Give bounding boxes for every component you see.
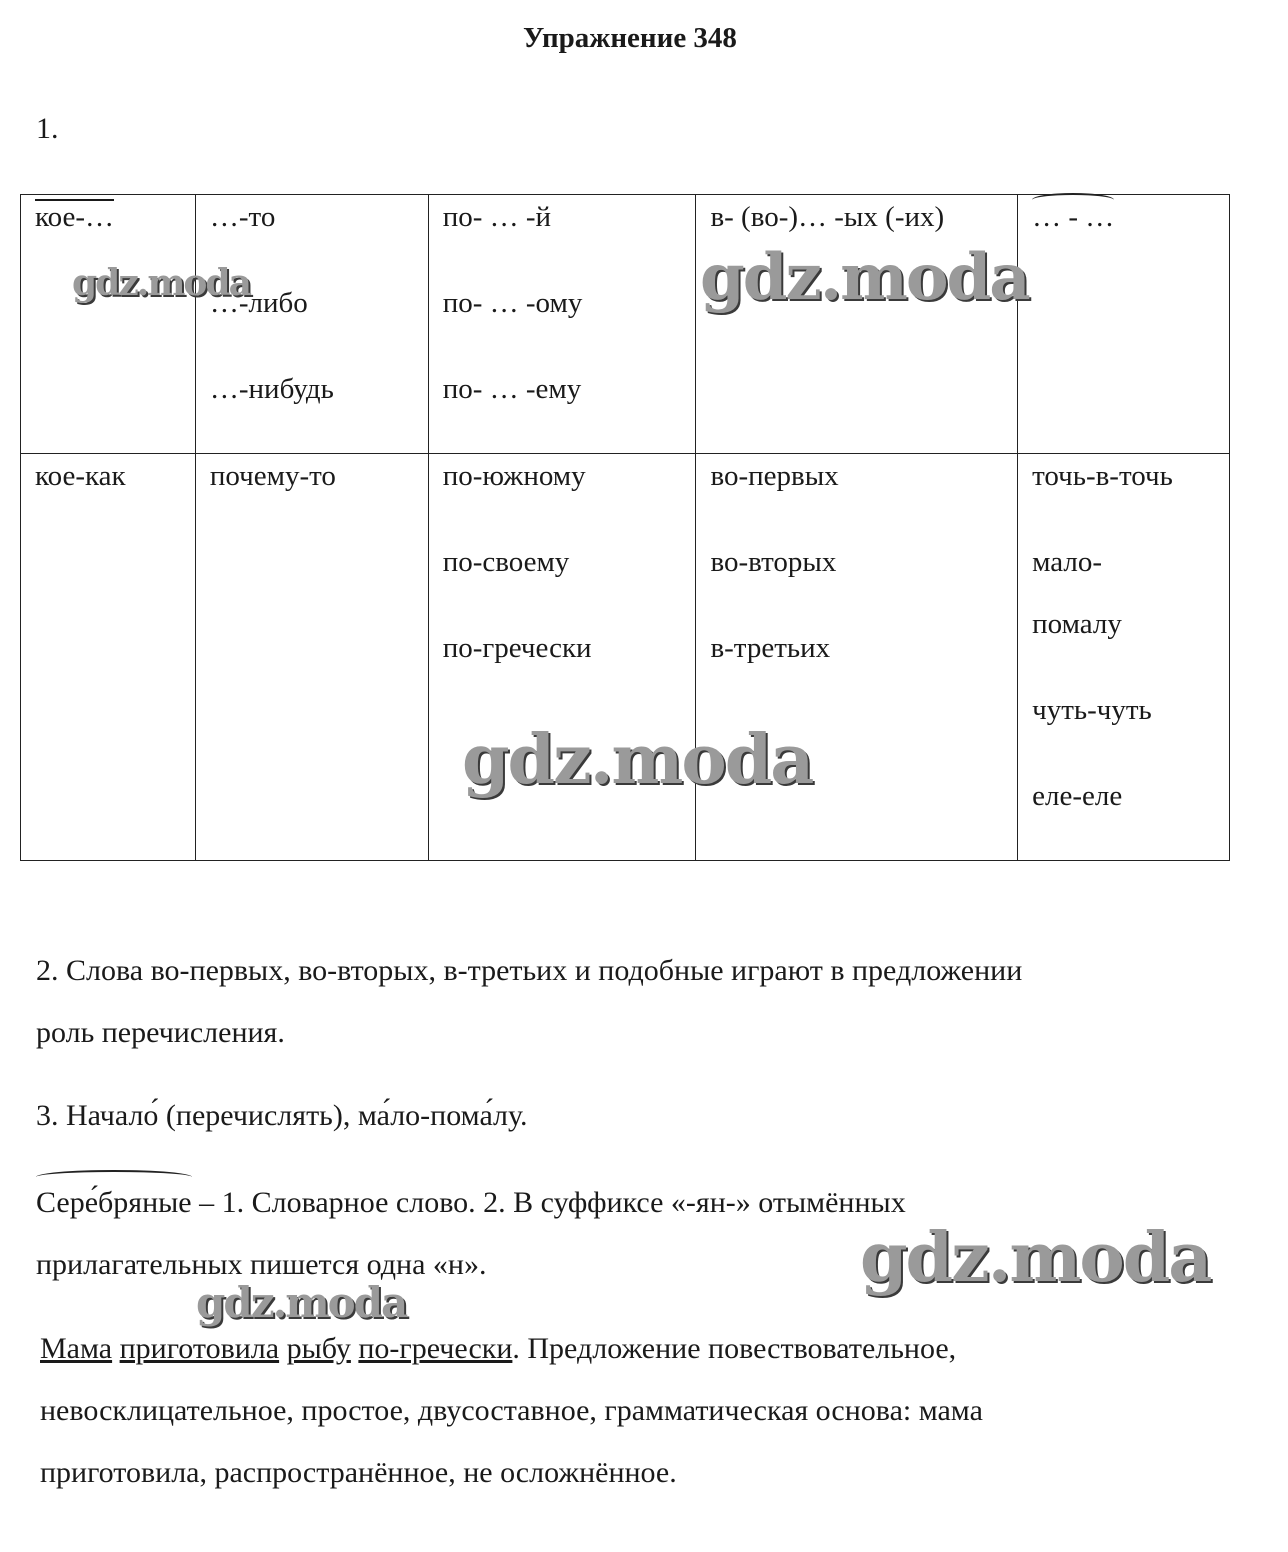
predicate: приготовила: [119, 1332, 280, 1365]
example-word: во-первых: [710, 460, 839, 492]
analysis-text: – 1. Словарное слово. 2. В суффиксе «-ян-» отымённых: [191, 1186, 906, 1219]
example-word: во-вторых: [710, 546, 837, 578]
example-word: по-гречески: [442, 632, 592, 664]
example-word: кое-как: [35, 460, 126, 492]
table-cell: [428, 195, 696, 454]
example-word: по-своему: [442, 546, 570, 578]
adverbial: по-гречески: [358, 1332, 513, 1365]
watermark: gdz.moda: [700, 240, 1029, 315]
example-word: помалу: [1032, 608, 1122, 640]
watermark: gdz.moda: [860, 1218, 1211, 1298]
pattern: в- (во-)… -ых (-их): [710, 201, 945, 233]
watermark: gdz.moda: [462, 720, 813, 800]
table-cell: [1018, 454, 1230, 861]
example-word: еле-еле: [1032, 780, 1123, 812]
pattern: …-нибудь: [209, 373, 334, 405]
analysis-text: прилагательных пишется одна «н».: [36, 1248, 487, 1281]
pattern: … - …: [1032, 195, 1114, 239]
answer-3: 3. Начало́ (перечислять), ма́ло-пома́лу.: [36, 1099, 528, 1132]
answer-2-line: 2. Слова во-первых, во-вторых, в-третьих и подобные играют в предложении: [36, 954, 1023, 987]
pattern: по- … -ему: [442, 373, 582, 405]
answer-2: [36, 940, 1236, 1064]
analysis-text: приготовила, распространённое, не осложнённое.: [40, 1456, 677, 1489]
page-title: Упражнение 348: [523, 22, 737, 54]
analysis-text: . Предложение повествовательное,: [512, 1332, 957, 1365]
answer-2-line: роль перечисления.: [36, 1016, 285, 1049]
analysis-text: невосклицательное, простое, двусоставное, грамматическая основа: мама: [40, 1394, 983, 1427]
pattern: по- … -ому: [442, 287, 583, 319]
table-cell: [195, 195, 428, 454]
table-cell: [1018, 195, 1230, 454]
pattern: кое-…: [35, 201, 114, 233]
example-word: чуть-чуть: [1032, 694, 1152, 726]
object: рыбу: [286, 1332, 351, 1365]
watermark: gdz.moda: [196, 1278, 407, 1327]
example-word: мало-: [1032, 546, 1103, 578]
table-cell: [195, 454, 428, 861]
example-word: по-южному: [442, 460, 586, 492]
table-row-patterns: [21, 195, 1230, 454]
pattern: …-то: [209, 201, 276, 233]
example-word: почему-то: [209, 460, 336, 492]
example-word: точь-в-точь: [1032, 460, 1173, 492]
section-number: 1.: [36, 112, 59, 145]
pattern: …-либо: [209, 287, 308, 319]
watermark: gdz.moda: [72, 262, 250, 304]
example-word: в-третьих: [710, 632, 831, 664]
table-cell: [21, 195, 196, 454]
table-cell: [696, 195, 1018, 454]
analyzed-word: Сере́бряные: [36, 1172, 192, 1234]
pattern: по- … -й: [442, 201, 552, 233]
table-cell: [21, 454, 196, 861]
sentence-analysis: [40, 1318, 1240, 1504]
subject: Мама: [40, 1332, 113, 1365]
